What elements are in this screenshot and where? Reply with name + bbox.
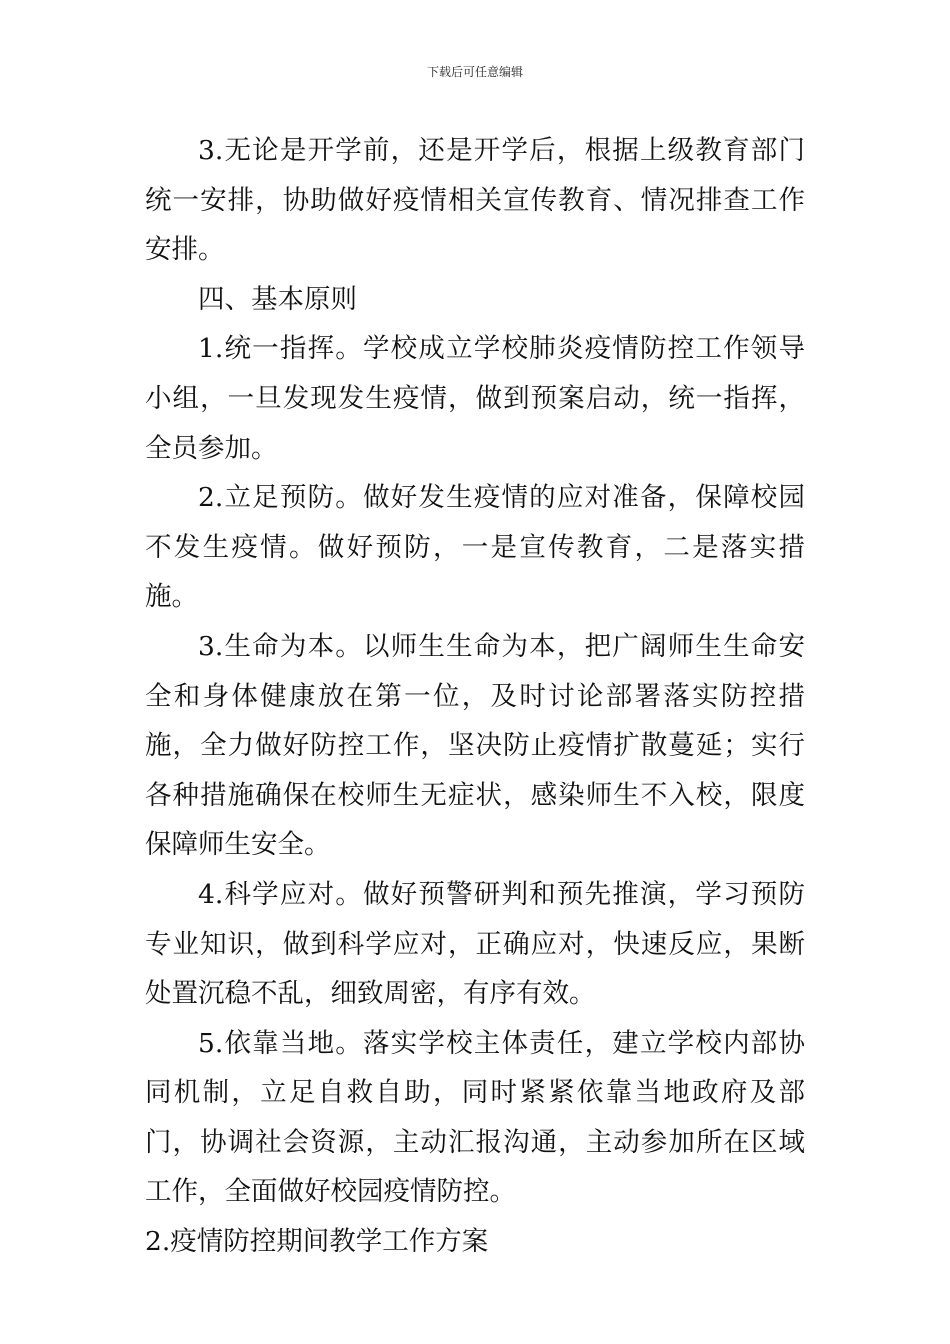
paragraph-principle-1: 1.统一指挥。学校成立学校肺炎疫情防控工作领导小组，一旦发现发生疫情，做到预案启动，统一指挥，全员参加。 (145, 333, 805, 464)
paragraph-principle-2: 2.立足预防。做好发生疫情的应对准备，保障校园不发生疫情。做好预防，一是宣传教育，二是落实措施。 (145, 482, 805, 613)
paragraph-principle-4: 4.科学应对。做好预警研判和预先推演，学习预防专业知识，做到科学应对，正确应对，快速反应，果断处置沉稳不乱，细致周密，有序有效。 (145, 878, 805, 1010)
paragraph-principle-5: 5.依靠当地。落实学校主体责任，建立学校内部协同机制，立足自救自助，同时紧紧依靠当地政府及部门，协调社会资源，主动汇报沟通，主动参加所在区域工作，全面做好校园疫情防控。 (145, 1027, 805, 1208)
section-heading-basic-principles: 四、基本原则 (198, 283, 357, 315)
document-body (145, 126, 805, 1267)
page-header: 下载后可任意编辑 (426, 65, 523, 79)
paragraph-item-3-arrangement: 3.无论是开学前，还是开学后，根据上级教育部门统一安排，协助做好疫情相关宣传教育、情况排查工作安排。 (145, 135, 805, 266)
paragraph-principle-3: 3.生命为本。以师生生命为本，把广阔师生生命安全和身体健康放在第一位，及时讨论部署落实防控措施，全力做好防控工作，坚决防止疫情扩散蔓延；实行各种措施确保在校师生无症状，感染师生不入校，限度保障师生安全。 (145, 630, 805, 861)
section-heading-teaching-plan: 2.疫情防控期间教学工作方案 (145, 1226, 489, 1258)
